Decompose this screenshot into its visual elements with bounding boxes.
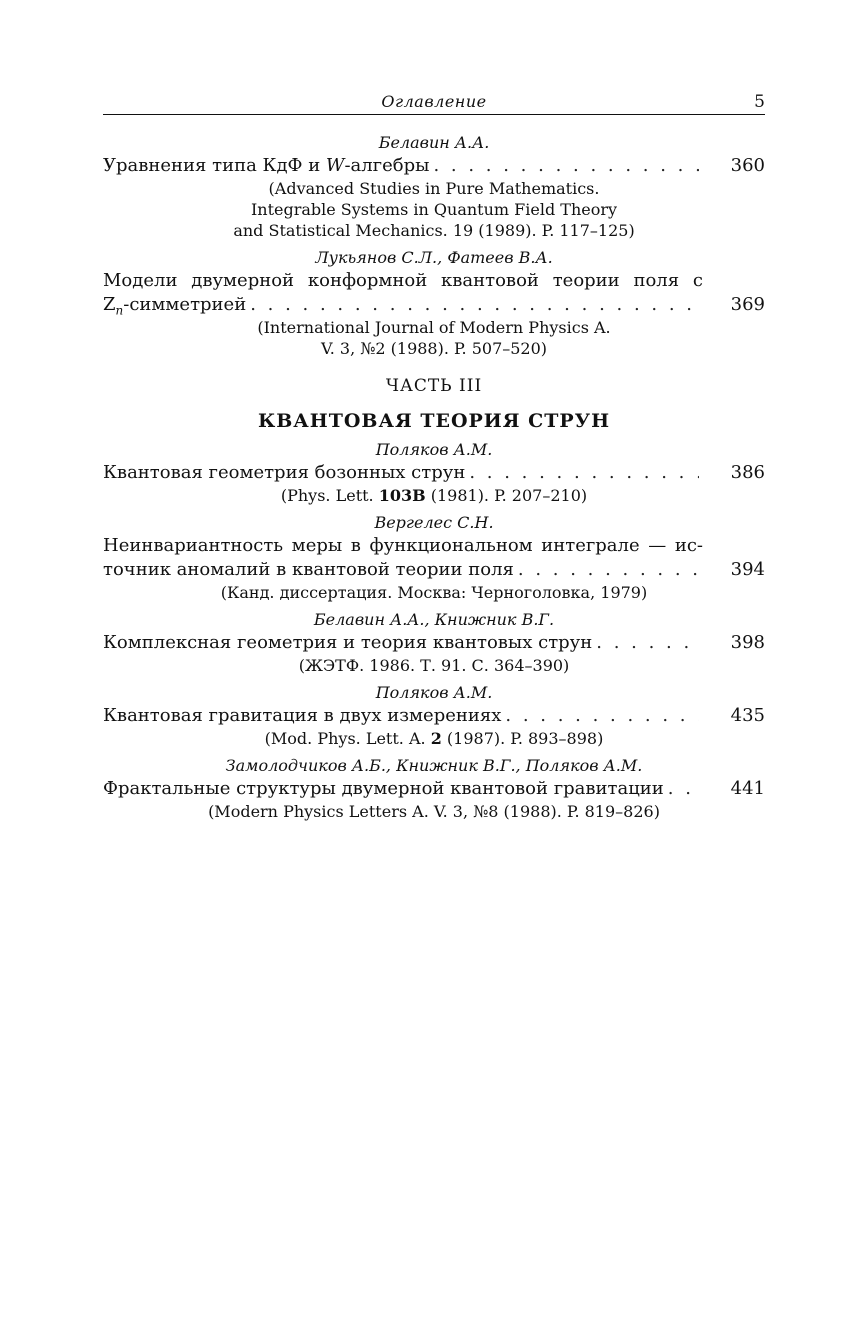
entry-author: Поляков А.М. [375,440,493,459]
leader-dots [505,704,699,728]
entry-source: (Modern Physics Letters A. V. 3, №8 (1988). P. 819–826) [208,802,660,821]
entry-title-line[interactable] [103,154,765,178]
entry-title: Уравнения типа КдФ и W-алгебры [103,155,430,176]
entry-author: Вергелес С.Н. [374,513,494,532]
leader-dots [250,293,699,317]
entry-page-number: 369 [730,294,765,315]
entry-title-continued: $Z_n$-симметрией [103,294,247,318]
toc-entry [103,682,765,749]
entry-title-line[interactable] [103,631,765,655]
entry-page-number: 435 [730,705,765,726]
entry-source: (Канд. диссертация. Москва: Черноголовка, 1979) [220,583,648,602]
leader-dots [596,631,699,655]
entry-title-line[interactable] [103,704,765,728]
entry-source: (International Journal of Modern Physics A. V. 3, №2 (1988). P. 507–520) [257,318,611,358]
leader-dots [668,777,699,801]
entry-page-number: 386 [730,462,765,483]
entry-title-line[interactable] [103,558,765,582]
running-header [103,92,765,115]
header-page-number: 5 [754,92,765,112]
entry-page-number: 360 [730,155,765,176]
entry-author: Белавин А.А. [378,133,490,152]
leader-dots [518,558,699,582]
entry-title-continued: точник аномалий в квантовой теории поля [103,559,514,580]
entry-title: Модели двумерной конформной квантовой теории поля с [103,270,703,291]
entry-title: Комплексная геометрия и теория квантовых струн [103,632,593,653]
toc-entry [103,132,765,241]
entry-author: Лукьянов С.Л., Фатеев В.А. [315,248,553,267]
entry-source: (ЖЭТФ. 1986. Т. 91. С. 364–390) [298,656,570,675]
entry-title-line[interactable] [103,777,765,801]
entry-page-number: 394 [730,559,765,580]
part-title: КВАНТОВАЯ ТЕОРИЯ СТРУН [257,410,611,432]
toc-entry [103,439,765,506]
part-label: ЧАСТЬ III [385,376,483,396]
entry-author: Белавин А.А., Книжник В.Г. [313,610,555,629]
entry-source: (Advanced Studies in Pure Mathematics. Integrable Systems in Quantum Field Theory and Statistical Mechanics. 19 (1989). P. 117–125) [233,179,635,240]
entry-title: Квантовая гравитация в двух измерениях [103,705,502,726]
toc-entry [103,247,765,359]
toc-content [103,132,765,828]
entry-title: Квантовая геометрия бозонных струн [103,462,466,483]
leader-dots [469,461,699,485]
leader-dots [433,154,699,178]
entry-page-number: 398 [730,632,765,653]
entry-title-line[interactable] [103,534,765,558]
entry-title: Неинвариантность меры в функциональном интеграле — ис- [103,535,703,556]
toc-entry [103,609,765,676]
toc-entry [103,512,765,603]
entry-title: Фрактальные структуры двумерной квантовой гравитации [103,778,664,799]
header-title: Оглавление [381,92,487,111]
entry-author: Поляков А.М. [375,683,493,702]
entry-title-line[interactable] [103,293,765,317]
entry-author: Замолодчиков А.Б., Книжник В.Г., Поляков А.М. [225,756,643,775]
entry-source: (Mod. Phys. Lett. A. 2 (1987). P. 893–898) [264,729,604,748]
entry-source: (Phys. Lett. 103B (1981). P. 207–210) [280,486,588,505]
entry-title-line[interactable] [103,461,765,485]
entry-title-line[interactable] [103,269,765,293]
toc-entry [103,755,765,822]
entry-page-number: 441 [730,778,765,799]
